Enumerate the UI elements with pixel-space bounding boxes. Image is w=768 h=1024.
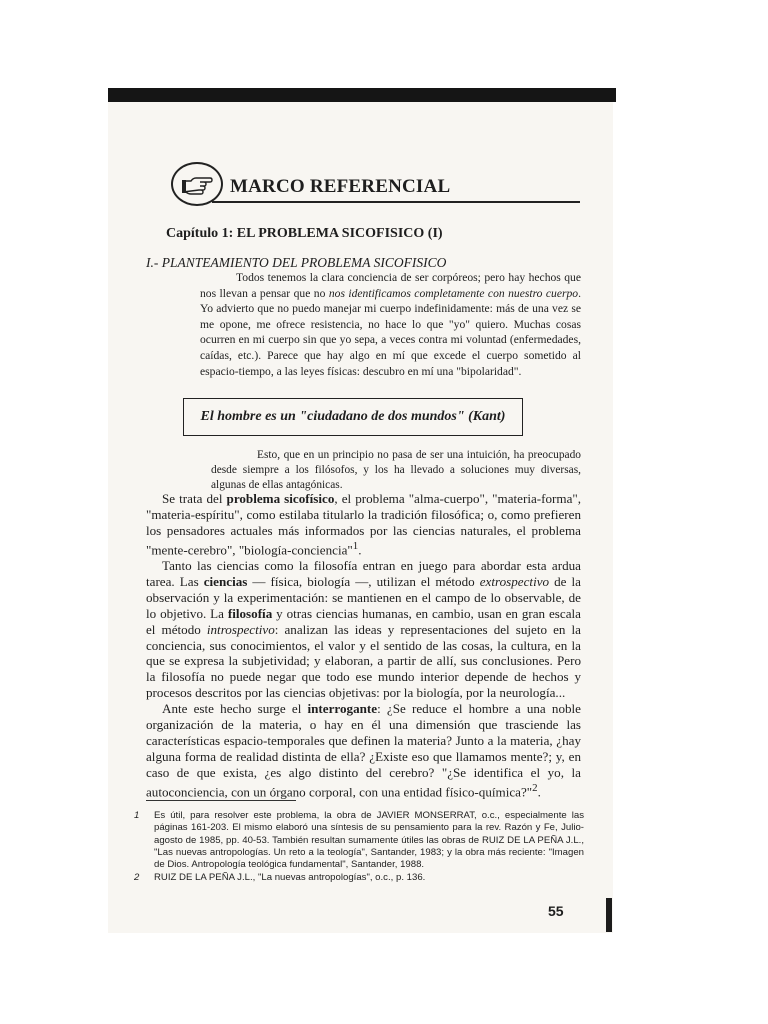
heading-underline	[212, 201, 580, 203]
quote-text: El hombre es un "ciudadano de dos mundos" (Kant)	[200, 409, 506, 424]
footnote-ref-1: 1	[352, 539, 359, 552]
body-text	[146, 491, 581, 800]
footnotes	[134, 810, 584, 886]
scan-top-edge	[108, 88, 616, 102]
footnote-ref-2: 2	[532, 781, 538, 794]
section-title: I.- PLANTEAMIENTO DEL PROBLEMA SICOFISICO	[146, 255, 447, 270]
intro-paragraph: Todos tenemos la clara conciencia de ser corpóreos; pero hay hechos que nos llevan a pensar que no nos identificamos completamente con nuestro cuerpo. Yo advierto que no puedo manejar mi cuerpo indefinidamente: más de una vez se me opone, me ofrece resistencia, no hace lo que "yo" quiero. Muchas cosas ocurren en mi cuerpo sin que yo sepa, a veces contra mi voluntad (enfermedades, caídas, etc.). Parece que hay algo en mí que excede el cuerpo sometido al espacio-tiempo, a las leyes físicas: descubro en mí una "bipolaridad".	[200, 271, 582, 378]
scan-right-edge	[606, 898, 612, 932]
footnote-1: 1 Es útil, para resolver este problema, la obra de JAVIER MONSERRAT, o.c., especialmente las páginas 161-203. El mismo elaboró una síntesis de su pensamiento para la rev. Razón y Fe, Julio-agosto de 1985, pp. 40-53. También resultan sumamente útiles las obras de RUIZ DE LA PEÑA J.L., "Las nuevas antropologías. Un reto a la teología", Santander, 1983; y la obra más reciente: "Imagen de Dios. Antropología teológica fundamental", Santander, 1988.	[134, 810, 584, 871]
body-paragraph-2: Tanto las ciencias como la filosofía entran en juego para abordar esta ardua tarea. Las ciencias — física, biología —, utilizan el método extrospectivo de la observación y la experimentación: se mantienen en el campo de lo observable, de lo objetivo. La filosofía y otras ciencias humanas, en cambio, usan en gran escala el método introspectivo: analizan las ideas y representaciones del sujeto en la conciencia, sus conocimientos, el valor y el sentido de las cosas, la cultura, en la que se expresa la subjetividad; y elaboran, a partir de allí, sus conclusiones. Pero la filosofía no puede negar que todo ese mundo interior depende de hechos y procesos descritos por las ciencias objetivas: por la biología, por la neurología...	[146, 557, 581, 701]
quote-box	[183, 398, 523, 436]
footnote-rule	[146, 800, 296, 801]
body-paragraph-1: Se trata del problema sicofísico, el problema "alma-cuerpo", "materia-forma", "materia-espíritu", como estilaba titularlo la tradición filosófica; o, como prefieren los pensadores actuales más informados por las ciencias naturales, el problema "mente-cerebro", "biología-conciencia"$^1$.	[146, 491, 582, 558]
chapter-title: Capítulo 1: EL PROBLEMA SICOFISICO (I)	[166, 226, 443, 241]
page-number: 55	[548, 903, 564, 919]
pointing-hand-icon	[171, 162, 223, 206]
footnote-2: 2 RUIZ DE LA PEÑA J.L., "La nuevas antropologías", o.c., p. 136.	[134, 872, 426, 884]
body-paragraph-3: Ante este hecho surge el interrogante: ¿Se reduce el hombre a una noble organización de la materia, o hay en él una dimensión que trasciende las características espacio-temporales que definen la materia? Junto a la materia, ¿hay alguna forma de realidad distinta de ella? ¿Existe eso que llamamos mente?; y, en caso de que exista, ¿es algo distinto del cerebro? "¿Se identifica el yo, la autoconciencia, con un órgano corporal, con una entidad físico-química?"$^2$.	[146, 701, 581, 800]
section-heading: MARCO REFERENCIAL	[230, 176, 451, 197]
note-paragraph: Esto, que en un principio no pasa de ser una intuición, ha preocupado desde siempre a los filósofos, y los ha llevado a soluciones muy diversas, algunas de ellas antagónicas.	[211, 449, 581, 491]
